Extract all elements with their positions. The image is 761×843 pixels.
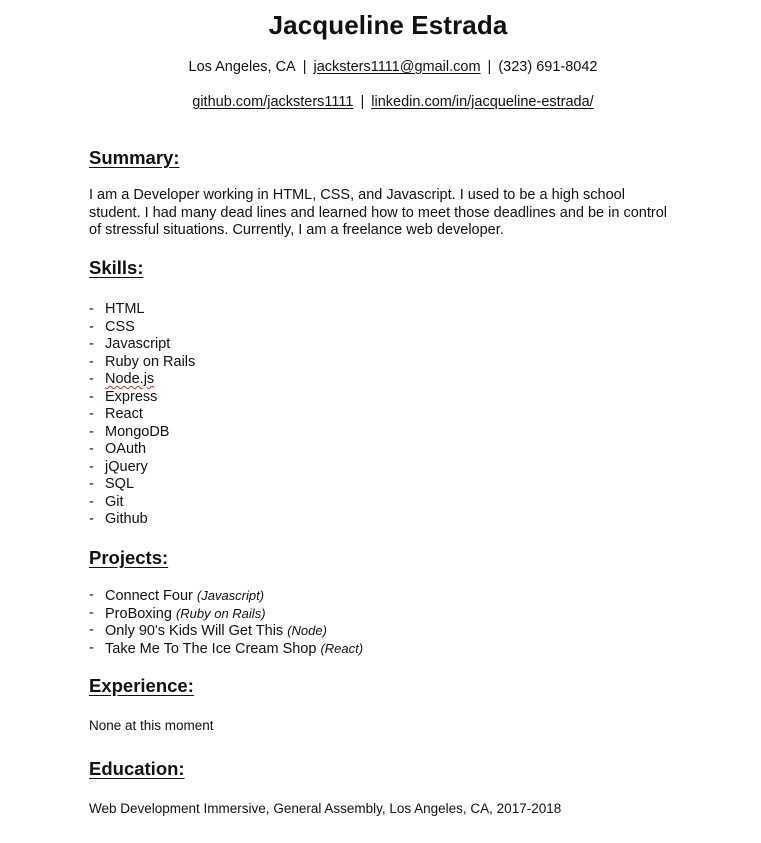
contact-separator: | [302, 59, 307, 75]
bullet-dash: - [89, 441, 94, 457]
bullet-dash: - [89, 587, 94, 603]
skill-name: React [105, 406, 143, 422]
bullet-dash: - [89, 406, 94, 422]
project-tech: (Node) [287, 623, 327, 638]
list-item [89, 622, 363, 640]
bullet-dash: - [89, 458, 94, 475]
list-item [89, 424, 195, 442]
skill-name: Github [105, 511, 148, 527]
bullet-dash: - [89, 476, 94, 492]
bullet-dash: - [89, 388, 94, 405]
list-item [89, 587, 363, 605]
bullet-dash: - [89, 493, 94, 510]
list-item [89, 640, 363, 658]
project-name: Only 90's Kids Will Get This [105, 623, 284, 639]
bullet-dash: - [89, 301, 94, 317]
project-name: ProBoxing [105, 605, 172, 622]
github-link[interactable]: github.com/jacksters1111 [192, 94, 354, 110]
list-item [89, 319, 195, 337]
project-name: Connect Four [105, 588, 193, 604]
education-heading: Education: [89, 758, 185, 779]
contact-separator: | [360, 94, 365, 110]
list-item [89, 441, 195, 459]
list-item [89, 459, 195, 477]
skill-name: Express [105, 388, 158, 405]
bullet-dash: - [89, 423, 94, 440]
skill-name: MongoDB [105, 423, 170, 440]
skill-name: jQuery [105, 458, 148, 475]
bullet-dash: - [89, 353, 94, 370]
bullet-dash: - [89, 511, 94, 527]
bullet-dash: - [89, 604, 94, 621]
list-item [89, 336, 195, 354]
skill-name: Ruby on Rails [105, 353, 196, 370]
education-text: Web Development Immersive, General Assembly, Los Angeles, CA, 2017-2018 [89, 801, 562, 816]
list-item [89, 371, 195, 389]
skill-name: CSS [105, 318, 135, 335]
skill-name-spellcheck: Node.js [105, 371, 155, 387]
experience-heading: Experience: [89, 675, 194, 696]
project-name: Take Me To The Ice Cream Shop [105, 640, 317, 657]
list-item [89, 389, 195, 407]
email-link[interactable]: jacksters1111@gmail.com [313, 59, 481, 75]
bullet-dash: - [89, 336, 94, 352]
list-item [89, 511, 195, 529]
list-item [89, 301, 195, 319]
bullet-dash: - [89, 622, 94, 638]
contact-location: Los Angeles, CA [188, 59, 296, 75]
bullet-dash: - [89, 318, 94, 335]
skill-name: SQL [105, 476, 135, 492]
contact-line-primary [0, 59, 761, 75]
list-item [89, 406, 195, 424]
list-item [89, 476, 195, 494]
bullet-dash: - [89, 639, 94, 656]
summary-text: I am a Developer working in HTML, CSS, and Javascript. I used to be a high school student. I had many dead lines and learned how to meet those deadlines and be in control of stressful situations. Currently, I am a freelance web developer. [89, 187, 667, 238]
resume-name: Jacqueline Estrada [268, 10, 508, 40]
project-tech: (Javascript) [196, 588, 265, 603]
contact-line-links [0, 94, 761, 110]
skill-name: Javascript [105, 336, 171, 352]
skill-name: OAuth [105, 441, 147, 457]
summary-heading: Summary: [89, 147, 180, 168]
skills-list [89, 301, 195, 529]
skill-name: Git [105, 493, 124, 510]
list-item [89, 494, 195, 512]
skills-heading: Skills: [89, 257, 144, 278]
projects-heading: Projects: [89, 547, 169, 568]
bullet-dash: - [89, 371, 94, 387]
contact-separator: | [487, 59, 492, 75]
project-tech: (Ruby on Rails) [175, 605, 266, 621]
list-item [89, 605, 363, 623]
project-tech: (React) [320, 640, 364, 656]
list-item [89, 354, 195, 372]
experience-text: None at this moment [89, 718, 214, 733]
projects-list [89, 587, 363, 657]
skill-name: HTML [105, 301, 145, 317]
linkedin-link[interactable]: linkedin.com/in/jacqueline-estrada/ [371, 94, 594, 110]
contact-phone: (323) 691-8042 [498, 59, 598, 75]
